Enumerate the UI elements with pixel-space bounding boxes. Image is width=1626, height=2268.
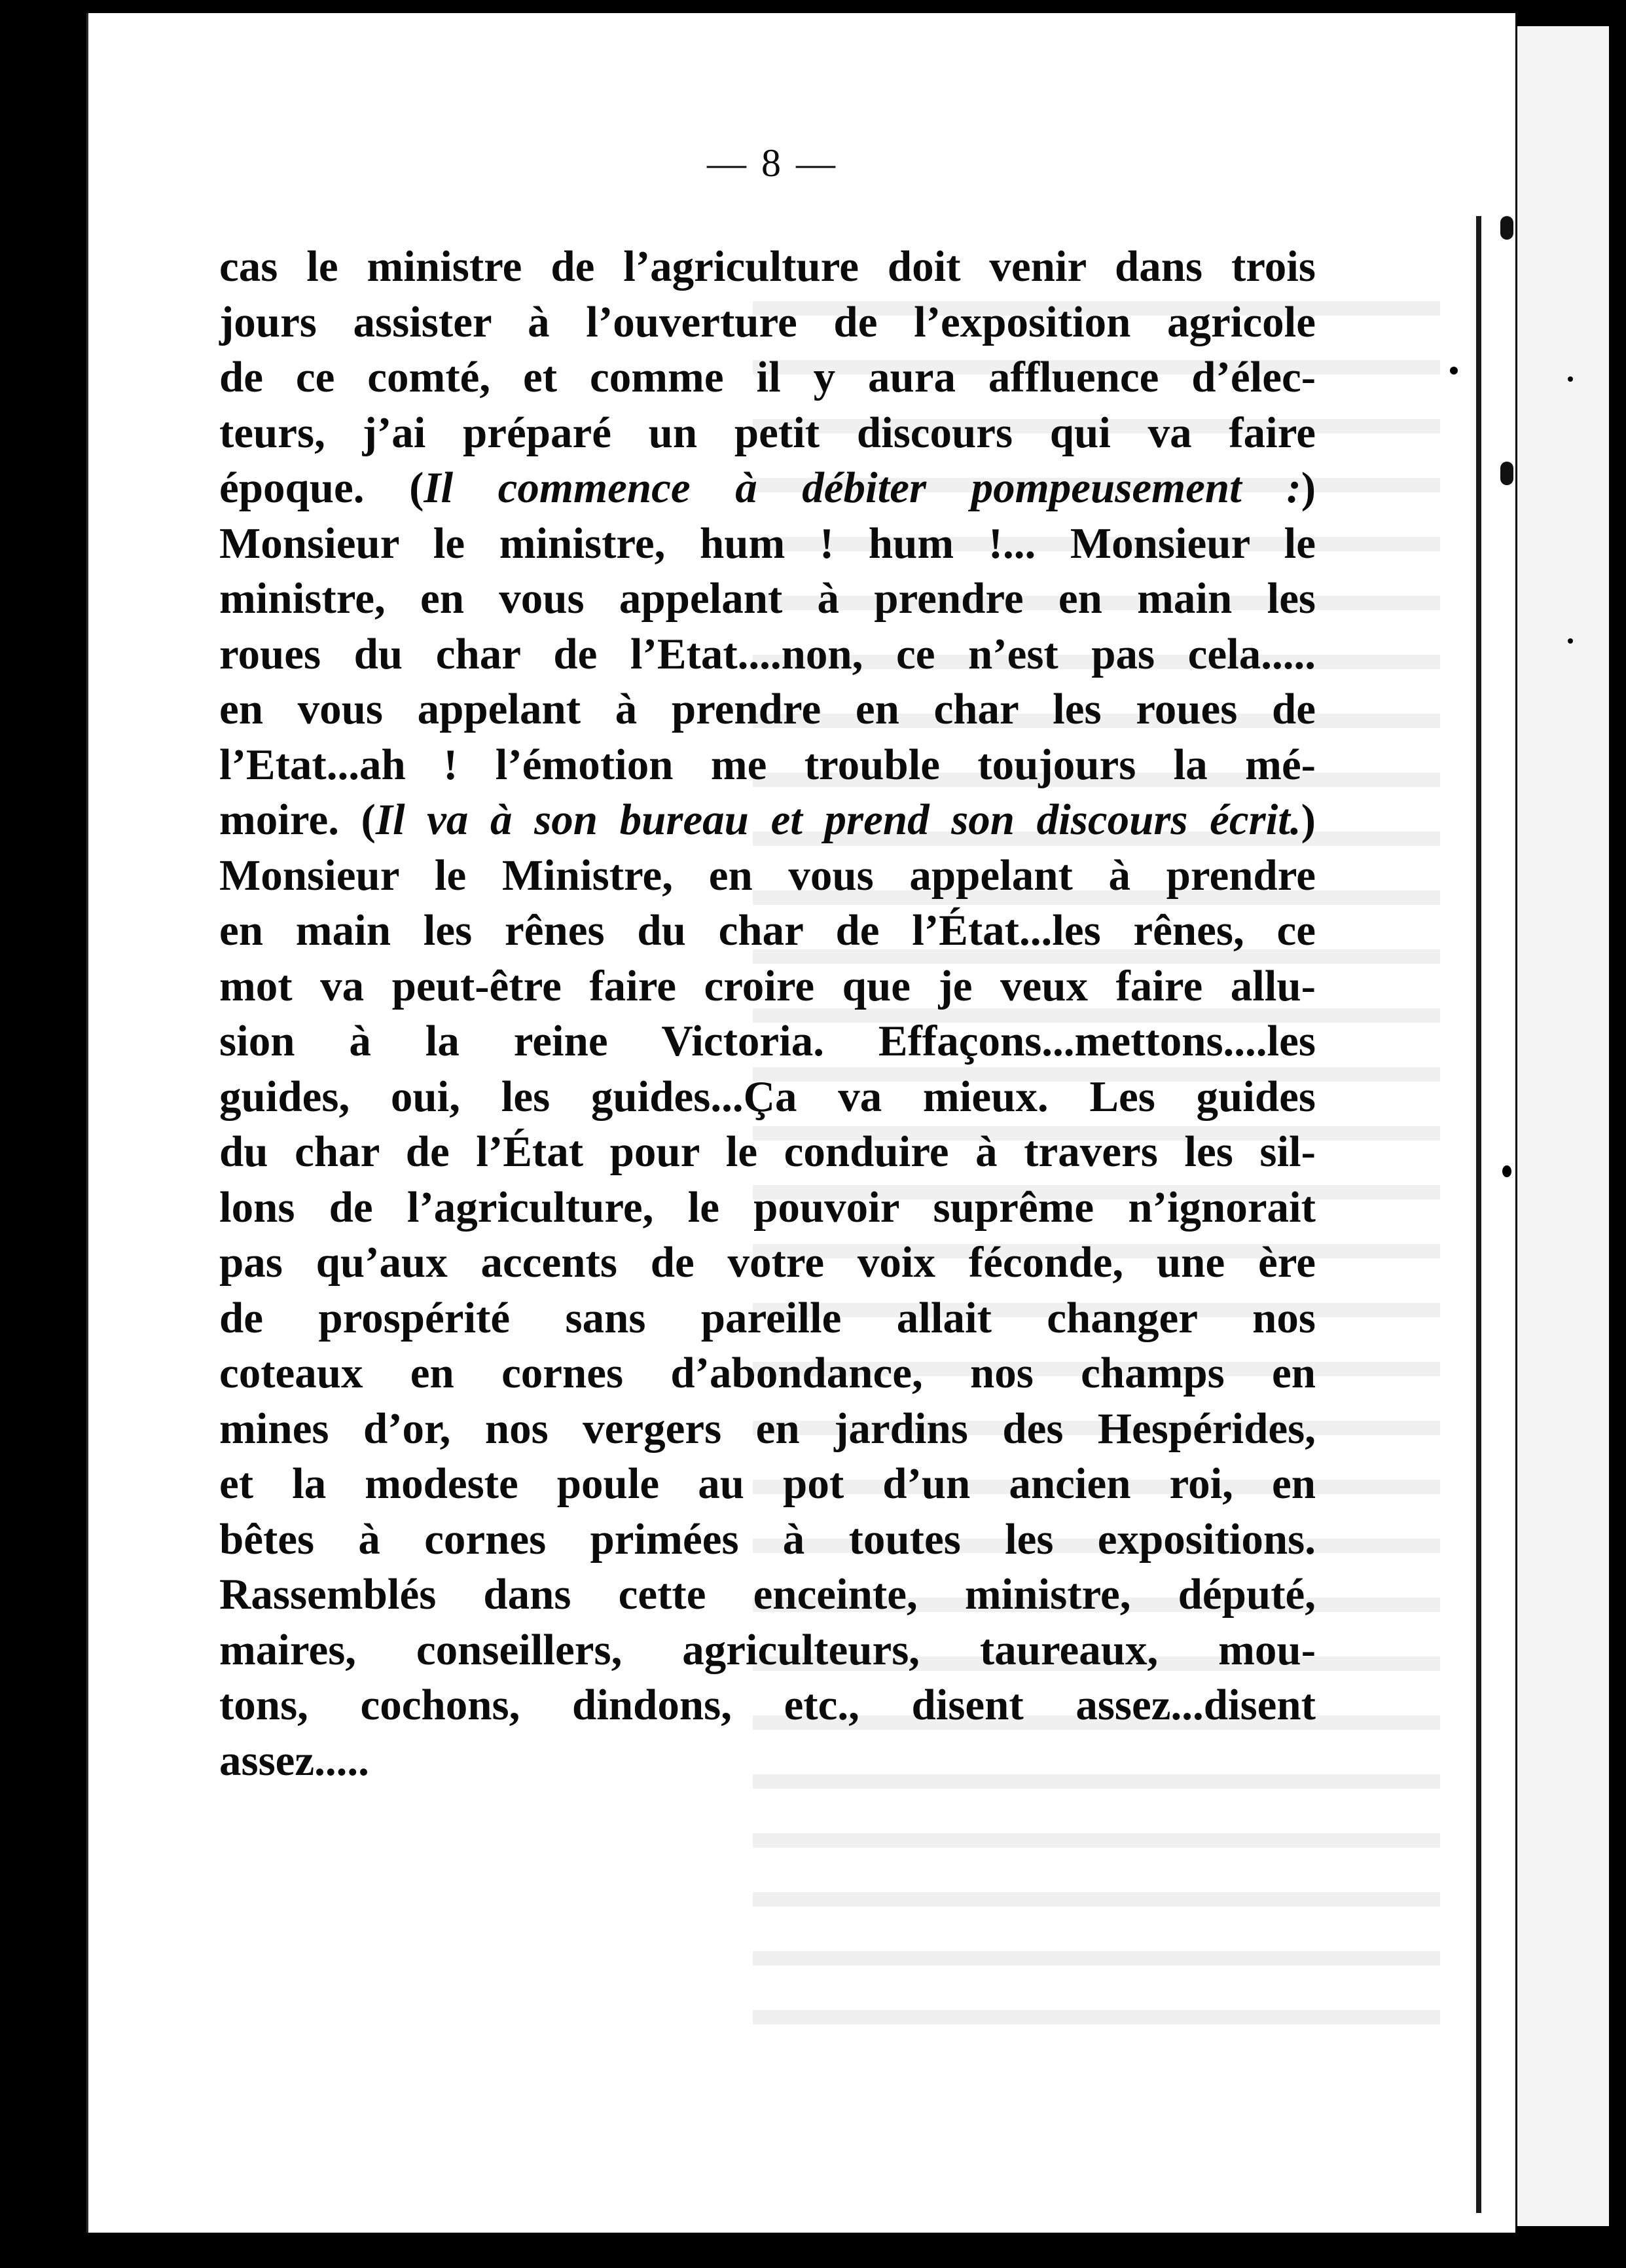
text-run: mot va peut-être faire croire que je veux faire allu- [219, 961, 1316, 1010]
text-line [219, 1456, 1316, 1512]
text-line [219, 848, 1316, 904]
text-line [219, 1512, 1316, 1567]
text-run: du char de l’État pour le conduire à travers les sil- [219, 1127, 1316, 1176]
text-run: Monsieur le ministre, hum ! hum !... Monsieur le [219, 519, 1316, 568]
text-run: époque. ( [219, 464, 424, 512]
text-line [219, 1401, 1316, 1457]
text-run: sion à la reine Victoria. Effaçons...mettons....les [219, 1017, 1316, 1065]
text-line [219, 1290, 1316, 1346]
page-number: — 8 — [707, 141, 838, 185]
body-text [219, 239, 1316, 1788]
text-run: de ce comté, et comme il y aura affluence d’élec- [219, 353, 1316, 401]
text-line [219, 627, 1316, 682]
text-line [219, 405, 1316, 461]
text-line [219, 571, 1316, 627]
text-run: coteaux en cornes d’abondance, nos champs en [219, 1349, 1316, 1397]
text-run: de prospérité sans pareille allait changer nos [219, 1293, 1316, 1342]
text-line [219, 682, 1316, 737]
scan-speck [1568, 638, 1573, 644]
text-run: l’Etat...ah ! l’émotion me trouble toujours la mé- [219, 740, 1316, 789]
text-run: moire. ( [219, 796, 376, 844]
text-line [219, 903, 1316, 959]
text-line [219, 1180, 1316, 1235]
text-run: ) [1301, 796, 1316, 844]
text-line [219, 737, 1316, 793]
text-run: lons de l’agriculture, le pouvoir suprême n’ignorait [219, 1182, 1316, 1232]
text-line [219, 516, 1316, 572]
scan-speck [1450, 367, 1458, 375]
text-run: tons, cochons, dindons, etc., disent assez...disent [219, 1681, 1316, 1729]
next-page-edge [1517, 26, 1609, 2226]
text-run: guides, oui, les guides...Ça va mieux. Les guides [219, 1072, 1316, 1121]
text-run: jours assister à l’ouverture de l’exposition agricole [219, 297, 1316, 346]
text-line [219, 460, 1316, 516]
binding-mark [1500, 216, 1513, 240]
text-line [219, 239, 1316, 295]
text-line [219, 1235, 1316, 1290]
binding-mark [1500, 462, 1513, 485]
scan-speck [1502, 1165, 1511, 1177]
text-run: roues du char de l’Etat....non, ce n’est pas cela..... [219, 629, 1316, 678]
scan-speck [1568, 376, 1573, 382]
text-run: mines d’or, nos vergers en jardins des Hespérides, [219, 1404, 1316, 1453]
text-line [219, 1677, 1316, 1733]
text-line [219, 1069, 1316, 1125]
text-run: en main les rênes du char de l’État...les rênes, ce [219, 906, 1316, 955]
text-run: ) [1301, 464, 1316, 512]
text-line [219, 1124, 1316, 1180]
text-run: assez..... [219, 1736, 369, 1785]
text-line [219, 959, 1316, 1014]
text-line [219, 792, 1316, 848]
text-run: Rassemblés dans cette enceinte, ministre, député, [219, 1570, 1316, 1619]
text-line [219, 1345, 1316, 1401]
text-run: ministre, en vous appelant à prendre en main les [219, 574, 1316, 623]
text-line [219, 1733, 1316, 1789]
text-run: pas qu’aux accents de votre voix féconde, une ère [219, 1238, 1316, 1287]
binding-gutter [1476, 216, 1481, 2213]
text-run: maires, conseillers, agriculteurs, taureaux, mou- [219, 1625, 1316, 1674]
text-line [219, 1622, 1316, 1678]
text-run: bêtes à cornes primées à toutes les expositions. [219, 1514, 1316, 1564]
text-line [219, 1567, 1316, 1622]
text-run: et la modeste poule au pot d’un ancien roi, en [219, 1459, 1316, 1508]
stage-direction: Il commence à débiter pompeusement : [424, 464, 1301, 512]
text-line [219, 350, 1316, 405]
text-run: Monsieur le Ministre, en vous appelant à prendre [219, 850, 1316, 900]
stage-direction: Il va à son bureau et prend son discours écrit. [375, 796, 1301, 844]
text-run: en vous appelant à prendre en char les roues de [219, 685, 1316, 733]
text-line [219, 1014, 1316, 1069]
text-run: teurs, j’ai préparé un petit discours qui va faire [219, 408, 1316, 457]
text-line [219, 295, 1316, 350]
text-run: cas le ministre de l’agriculture doit venir dans trois [219, 242, 1316, 291]
